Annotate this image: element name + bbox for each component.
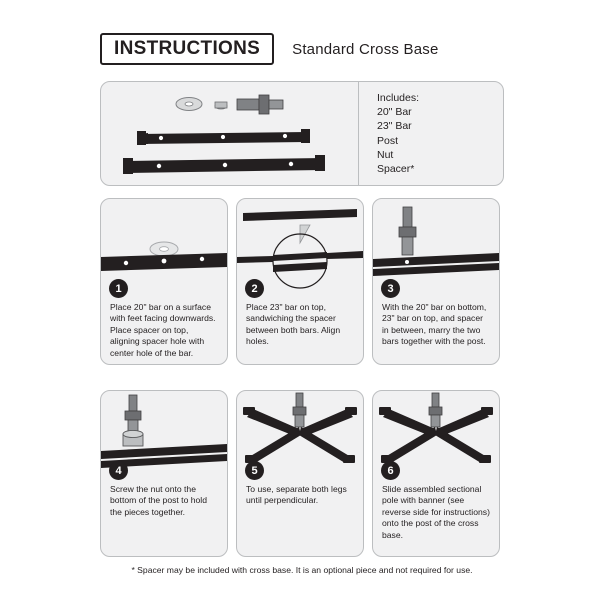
step-text-2: Place 23" bar on top, sandwiching the spacer between both bars. Align holes. bbox=[246, 302, 341, 347]
includes-item-4: Spacer* bbox=[377, 163, 415, 176]
includes-item-1: 23" Bar bbox=[377, 120, 412, 133]
step-panel-1 bbox=[100, 198, 228, 365]
includes-title: Includes: bbox=[377, 92, 420, 104]
step-number-3: 3 bbox=[381, 279, 400, 298]
step-number-4: 4 bbox=[109, 461, 128, 480]
step-panel-2 bbox=[236, 198, 364, 365]
step-panel-6 bbox=[372, 390, 500, 557]
includes-item-0: 20" Bar bbox=[377, 106, 412, 119]
step-text-1: Place 20" bar on a surface with feet facing downwards. Place spacer on top, aligning spacer hole with center hole of the bar. bbox=[110, 302, 216, 358]
step-text-3: With the 20" bar on bottom, 23" bar on top, and spacer in between, marry the two bars together with the post. bbox=[382, 302, 487, 347]
parts-illustration bbox=[101, 82, 353, 185]
step-panel-3 bbox=[372, 198, 500, 365]
parts-panel bbox=[100, 81, 504, 186]
step-number-5: 5 bbox=[245, 461, 264, 480]
parts-diagram-svg bbox=[101, 82, 353, 185]
includes-list bbox=[358, 82, 503, 185]
step-text-5: To use, separate both legs until perpendicular. bbox=[246, 484, 347, 506]
footnote: * Spacer may be included with cross base. It is an optional piece and not required for use. bbox=[131, 565, 473, 575]
step-panel-5 bbox=[236, 390, 364, 557]
step-text-4: Screw the nut onto the bottom of the post to hold the pieces together. bbox=[110, 484, 207, 517]
header bbox=[100, 33, 504, 65]
step-text-6: Slide assembled sectional pole with banner (see reverse side for instructions) onto the post of the cross base. bbox=[382, 484, 490, 540]
includes-item-3: Nut bbox=[377, 148, 394, 161]
includes-item-2: Post bbox=[377, 134, 399, 147]
header-subtitle: Standard Cross Base bbox=[292, 40, 439, 58]
step-number-1: 1 bbox=[109, 279, 128, 298]
page-title: INSTRUCTIONS bbox=[100, 33, 274, 65]
step-panel-4 bbox=[100, 390, 228, 557]
step-number-2: 2 bbox=[245, 279, 264, 298]
step-number-6: 6 bbox=[381, 461, 400, 480]
